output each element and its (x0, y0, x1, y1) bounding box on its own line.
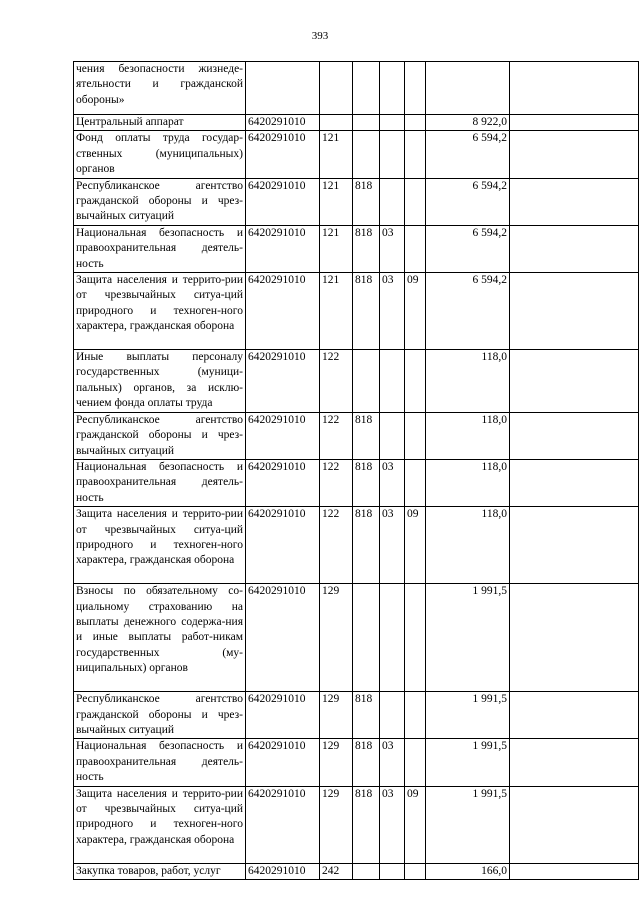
ministry-code-cell (353, 863, 380, 879)
table-row (74, 412, 639, 459)
amount-cell: 6 594,2 (426, 273, 510, 350)
table-row (74, 115, 639, 131)
expense-type-cell: 121 (320, 131, 353, 178)
section-cell (380, 584, 405, 692)
subsection-cell: 09 (405, 273, 426, 350)
ministry-code-cell (353, 115, 380, 131)
amount-cell: 6 594,2 (426, 131, 510, 178)
row-name-cell: Закупка товаров, работ, услуг (74, 863, 246, 879)
row-name-cell: Фонд оплаты труда государ-ственных (муниципальных) органов (74, 131, 246, 178)
table-row (74, 131, 639, 178)
subsection-cell (405, 225, 426, 272)
empty-cell (510, 507, 639, 584)
expense-type-cell: 121 (320, 178, 353, 225)
section-cell: 03 (380, 739, 405, 786)
row-name-cell: Иные выплаты персоналу государственных (муници-пальных) органов, за исклю-чением фонда оплаты труда (74, 350, 246, 413)
target-article-cell: 6420291010 (246, 350, 320, 413)
table-row (74, 350, 639, 413)
row-name-cell: Республиканское агентство гражданской обороны и чрез-вычайных ситуаций (74, 412, 246, 459)
empty-cell (510, 786, 639, 863)
expense-type-cell: 129 (320, 692, 353, 739)
budget-table (73, 61, 639, 880)
empty-cell (510, 459, 639, 506)
subsection-cell (405, 412, 426, 459)
table-row (74, 459, 639, 506)
ministry-code-cell (353, 584, 380, 692)
row-name-cell: Центральный аппарат (74, 115, 246, 131)
amount-cell: 1 991,5 (426, 739, 510, 786)
ministry-code-cell: 818 (353, 786, 380, 863)
expense-type-cell: 122 (320, 459, 353, 506)
amount-cell: 1 991,5 (426, 786, 510, 863)
row-name-cell: Национальная безопасность и правоохранительная деятель-ность (74, 459, 246, 506)
row-name-cell: Защита населения и террито-рии от чрезвычайных ситуа-ций природного и техноген-ного характера, гражданская оборона (74, 786, 246, 863)
target-article-cell: 6420291010 (246, 412, 320, 459)
target-article-cell: 6420291010 (246, 459, 320, 506)
empty-cell (510, 584, 639, 692)
section-cell (380, 178, 405, 225)
subsection-cell (405, 350, 426, 413)
target-article-cell: 6420291010 (246, 786, 320, 863)
section-cell: 03 (380, 225, 405, 272)
table-row (74, 786, 639, 863)
expense-type-cell: 129 (320, 786, 353, 863)
row-name-cell: чения безопасности жизнеде-ятельности и гражданской обороны» (74, 62, 246, 115)
table-row (74, 273, 639, 350)
expense-type-cell (320, 115, 353, 131)
empty-cell (510, 350, 639, 413)
section-cell (380, 692, 405, 739)
section-cell: 03 (380, 459, 405, 506)
target-article-cell: 6420291010 (246, 584, 320, 692)
amount-cell: 1 991,5 (426, 584, 510, 692)
ministry-code-cell: 818 (353, 507, 380, 584)
empty-cell (510, 225, 639, 272)
subsection-cell (405, 62, 426, 115)
section-cell: 03 (380, 786, 405, 863)
amount-cell: 166,0 (426, 863, 510, 879)
expense-type-cell: 242 (320, 863, 353, 879)
row-name-cell: Взносы по обязательному со-циальному страхованию на выплаты денежного содержа-ния и иные выплаты работ-никам государственных (му-ниципальных) органов (74, 584, 246, 692)
ministry-code-cell (353, 350, 380, 413)
ministry-code-cell: 818 (353, 692, 380, 739)
subsection-cell (405, 115, 426, 131)
table-row (74, 692, 639, 739)
section-cell (380, 350, 405, 413)
empty-cell (510, 412, 639, 459)
ministry-code-cell: 818 (353, 412, 380, 459)
empty-cell (510, 692, 639, 739)
row-name-cell: Республиканское агентство гражданской обороны и чрез-вычайных ситуаций (74, 692, 246, 739)
ministry-code-cell: 818 (353, 178, 380, 225)
expense-type-cell: 122 (320, 350, 353, 413)
expense-type-cell: 129 (320, 584, 353, 692)
target-article-cell: 6420291010 (246, 739, 320, 786)
section-cell (380, 131, 405, 178)
row-name-cell: Национальная безопасность и правоохранительная деятель-ность (74, 225, 246, 272)
empty-cell (510, 178, 639, 225)
amount-cell: 118,0 (426, 459, 510, 506)
section-cell: 03 (380, 507, 405, 584)
subsection-cell (405, 863, 426, 879)
ministry-code-cell: 818 (353, 273, 380, 350)
subsection-cell (405, 584, 426, 692)
expense-type-cell: 121 (320, 273, 353, 350)
page-number: 393 (311, 30, 329, 42)
section-cell (380, 863, 405, 879)
section-cell (380, 62, 405, 115)
subsection-cell: 09 (405, 507, 426, 584)
empty-cell (510, 62, 639, 115)
table-row (74, 584, 639, 692)
ministry-code-cell: 818 (353, 225, 380, 272)
amount-cell: 6 594,2 (426, 178, 510, 225)
target-article-cell (246, 62, 320, 115)
subsection-cell (405, 131, 426, 178)
section-cell: 03 (380, 273, 405, 350)
empty-cell (510, 863, 639, 879)
table-row (74, 178, 639, 225)
expense-type-cell: 122 (320, 507, 353, 584)
table-row (74, 62, 639, 115)
section-cell (380, 412, 405, 459)
row-name-cell: Защита населения и террито-рии от чрезвычайных ситуа-ций природного и техноген-ного характера, гражданская оборона (74, 273, 246, 350)
expense-type-cell (320, 62, 353, 115)
row-name-cell: Защита населения и террито-рии от чрезвычайных ситуа-ций природного и техноген-ного характера, гражданская оборона (74, 507, 246, 584)
subsection-cell (405, 178, 426, 225)
target-article-cell: 6420291010 (246, 178, 320, 225)
subsection-cell (405, 459, 426, 506)
expense-type-cell: 129 (320, 739, 353, 786)
target-article-cell: 6420291010 (246, 131, 320, 178)
table-row (74, 739, 639, 786)
ministry-code-cell (353, 62, 380, 115)
target-article-cell: 6420291010 (246, 692, 320, 739)
subsection-cell: 09 (405, 786, 426, 863)
amount-cell: 1 991,5 (426, 692, 510, 739)
ministry-code-cell (353, 131, 380, 178)
table-row (74, 225, 639, 272)
amount-cell: 118,0 (426, 350, 510, 413)
amount-cell (426, 62, 510, 115)
expense-type-cell: 121 (320, 225, 353, 272)
amount-cell: 118,0 (426, 507, 510, 584)
target-article-cell: 6420291010 (246, 273, 320, 350)
table-row (74, 863, 639, 879)
row-name-cell: Национальная безопасность и правоохранительная деятель-ность (74, 739, 246, 786)
row-name-cell: Республиканское агентство гражданской обороны и чрез-вычайных ситуаций (74, 178, 246, 225)
empty-cell (510, 739, 639, 786)
target-article-cell: 6420291010 (246, 225, 320, 272)
table-body (74, 62, 639, 880)
amount-cell: 118,0 (426, 412, 510, 459)
empty-cell (510, 115, 639, 131)
ministry-code-cell: 818 (353, 739, 380, 786)
empty-cell (510, 273, 639, 350)
subsection-cell (405, 739, 426, 786)
target-article-cell: 6420291010 (246, 507, 320, 584)
table-row (74, 507, 639, 584)
empty-cell (510, 131, 639, 178)
expense-type-cell: 122 (320, 412, 353, 459)
target-article-cell: 6420291010 (246, 115, 320, 131)
amount-cell: 8 922,0 (426, 115, 510, 131)
subsection-cell (405, 692, 426, 739)
section-cell (380, 115, 405, 131)
ministry-code-cell: 818 (353, 459, 380, 506)
amount-cell: 6 594,2 (426, 225, 510, 272)
target-article-cell: 6420291010 (246, 863, 320, 879)
